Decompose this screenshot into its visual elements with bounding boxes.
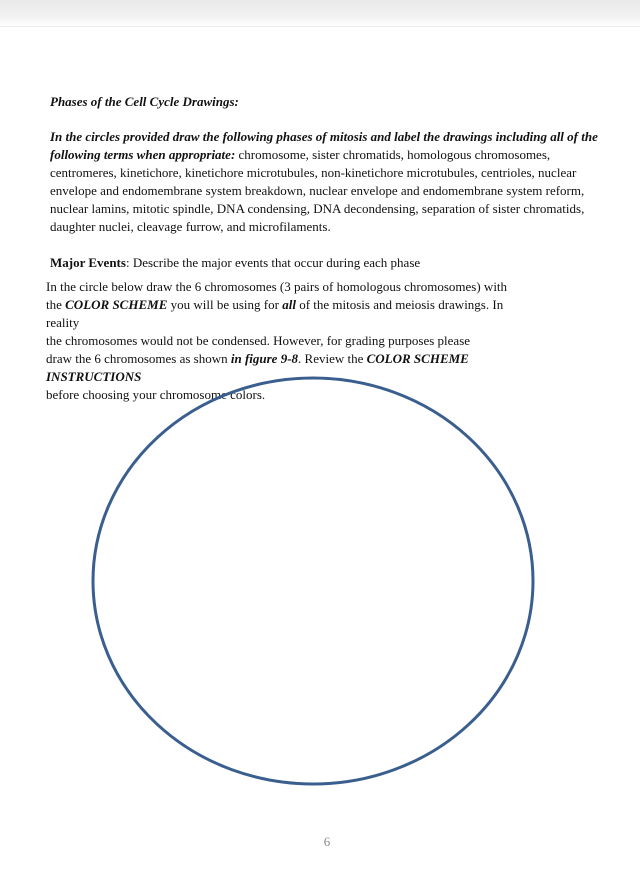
major-events-label: Major Events	[50, 255, 126, 270]
circle-instructions-line: In the circle below draw the 6 chromosomes (3 pairs of homologous chromosomes) with	[46, 279, 508, 294]
page-number: 6	[323, 834, 331, 849]
circle-instructions-line: the COLOR SCHEME you will be using for all of the mitosis and meiosis drawings. In	[46, 297, 504, 312]
circle-instructions-line: before choosing your chromosome colors.	[46, 387, 266, 402]
circle-instructions-line: draw the 6 chromosomes as shown in figure 9-8. Review the COLOR SCHEME	[46, 351, 469, 366]
circle-instructions-line: INSTRUCTIONS	[46, 369, 142, 384]
drawing-circle[interactable]	[93, 378, 533, 784]
section-heading: Phases of the Cell Cycle Drawings:	[50, 94, 239, 109]
instructions-terms: chromosome, sister chromatids, homologous chromosomes, centromeres, kinetichore, kinetichore microtubules, non-kinetichore microtubules, centrioles, nuclear envelope and endomembrane system breakdown, nuclear envelope and endomembrane system reform, nuclear lamins, mitotic spindle, DNA condensing, DNA decondensing, separation of sister chromatids, daughter nuclei, cleavage furrow, and microfilaments.	[50, 147, 585, 234]
circle-instructions-line: the chromosomes would not be condensed. However, for grading purposes please	[46, 333, 471, 348]
major-events-text: : Describe the major events that occur during each phase	[125, 255, 421, 270]
instructions-lead: In the circles provided draw the following phases of mitosis and label the drawings including all of the following terms when appropriate:	[50, 129, 598, 162]
circle-instructions-line: reality	[46, 315, 80, 330]
